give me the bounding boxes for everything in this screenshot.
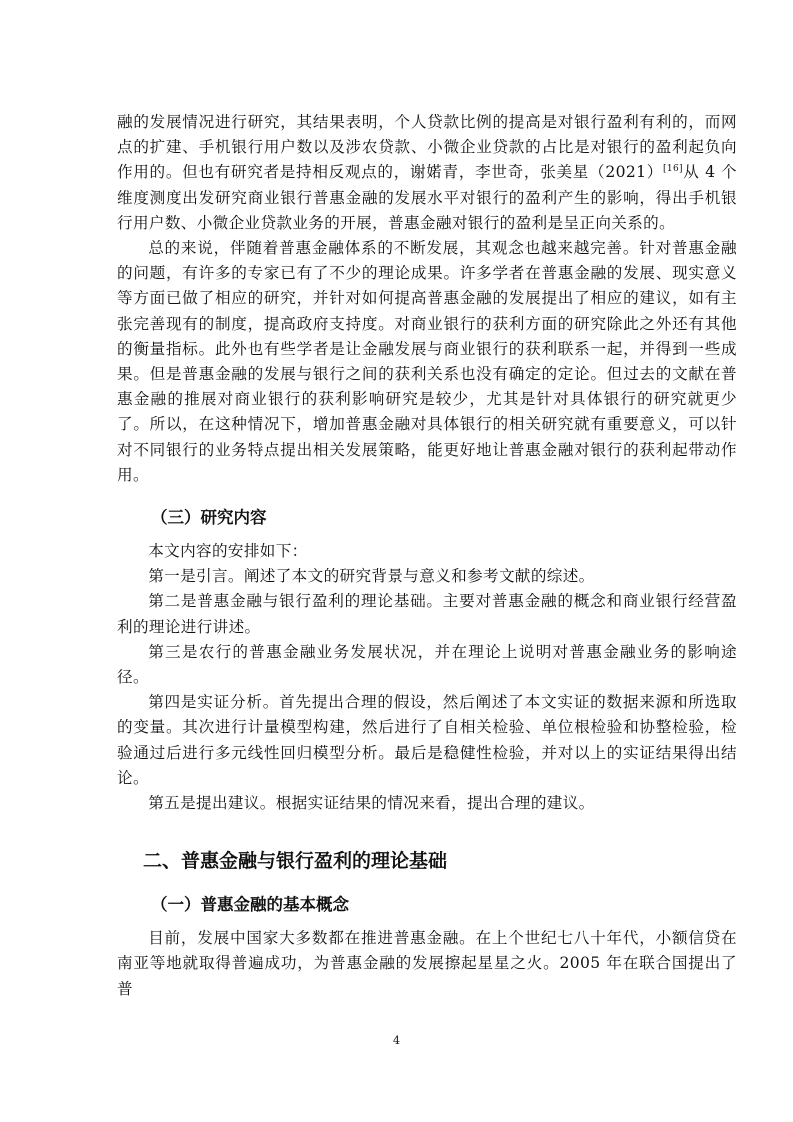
paragraph-outline-item-5: 第五是提出建议。根据实证结果的情况来看，提出合理的建议。 <box>148 794 595 813</box>
heading-section-two: 二、普惠金融与银行盈利的理论基础 <box>143 850 448 873</box>
paragraph-outline-item-3: 第三是农行的普惠金融业务发展状况，并在理论上说明对普惠金融业务的影响途径。 <box>117 642 737 687</box>
heading-basic-concept: （一）普惠金融的基本概念 <box>151 895 349 915</box>
paragraph-outline-item-4: 第四是实证分析。首先提出合理的假设，然后阐述了本文实证的数据来源和所选取的变量。其次进行计量模型构建，然后进行了自相关检验、单位根检验和协整检验，检验通过后进行多元线性回归模型分析。最后是稳健性检验，并对以上的实证结果得出结论。 <box>117 693 737 787</box>
paragraph-text: 融的发展情况进行研究，其结果表明，个人贷款比例的提高是对银行盈利有利的，而网点的扩建、手机银行用户数以及涉农贷款、小微企业贷款的占比是对银行的盈利起负向作用的。但也有研究者是持相反观点的，谢婼青，李世奇，张美星（2021） <box>117 113 737 182</box>
paragraph-summary: 总的来说，伴随着普惠金融体系的不断发展，其观念也越来越完善。针对普惠金融的问题，有许多的专家已有了不少的理论成果。许多学者在普惠金融的发展、现实意义等方面已做了相应的研究，并针对如何提高普惠金融的发展提出了相应的建议，如有主张完善现有的制度，提高政府支持度。对商业银行的获利方面的研究除此之外还有其他的衡量指标。此外也有些学者是让金融发展与商业银行的获利联系一起，并得到一些成果。但是普惠金融的发展与银行之间的获利关系也没有确定的定论。但过去的文献在普惠金融的推展对商业银行的获利影响研究是较少，尤其是针对具体银行的研究就更少了。所以，在这种情况下，增加普惠金融对具体银行的相关研究就有重要意义，可以针对不同银行的业务特点提出相关发展策略，能更好地让普惠金融对银行的获利起带动作用。 <box>117 239 737 484</box>
heading-research-content: （三）研究内容 <box>151 508 267 528</box>
paragraph-outline-intro: 本文内容的安排如下： <box>148 542 308 561</box>
paragraph-concept: 目前，发展中国家大多数都在推进普惠金融。在上个世纪七八十年代，小额信贷在南亚等地就取得普遍成功，为普惠金融的发展擦起星星之火。2005 年在联合国提出了普 <box>117 929 737 998</box>
citation-reference: [16] <box>663 164 683 175</box>
paragraph-outline-item-2: 第二是普惠金融与银行盈利的理论基础。主要对普惠金融的概念和商业银行经营盈利的理论进行讲述。 <box>117 592 737 636</box>
paragraph-outline-item-1: 第一是引言。阐述了本文的研究背景与意义和参考文献的综述。 <box>148 567 595 586</box>
paragraph-literature-review <box>117 110 737 236</box>
paragraph-text: 从 4 个维度测度出发研究商业银行普惠金融的发展水平对银行的盈利产生的影响，得出手机银行用户数、小微企业贷款业务的开展，普惠金融对银行的盈利是呈正向关系的。 <box>117 163 737 232</box>
page-body <box>117 110 737 1002</box>
page-number: 4 <box>393 1034 400 1047</box>
